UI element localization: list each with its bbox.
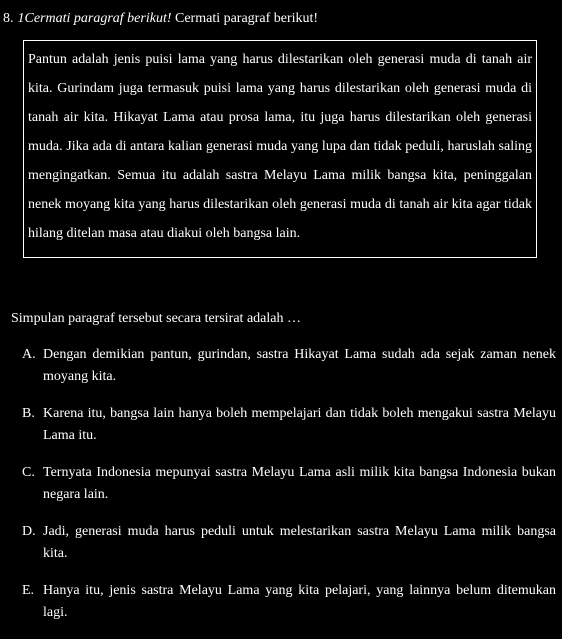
option-text: Hanya itu, jenis sastra Melayu Lama yang kita pelajari, yang lainnya belum ditemukan lagi.: [43, 583, 556, 620]
option-e[interactable]: [22, 580, 556, 624]
option-letter: D.: [22, 524, 36, 539]
question-header: [3, 10, 318, 28]
option-text: Ternyata Indonesia mepunyai sastra Melayu Lama asli milik kita bangsa Indonesia bukan negara lain.: [43, 465, 556, 502]
answer-options: [22, 344, 556, 639]
question-number: 8.: [3, 11, 14, 26]
option-d[interactable]: [22, 521, 556, 565]
question-instruction-italic: 1Cermati paragraf berikut!: [17, 11, 172, 26]
passage-text: Pantun adalah jenis puisi lama yang harus dilestarikan oleh generasi muda di tanah air kita. Gurindam juga termasuk puisi lama yang harus dilestarikan oleh generasi muda di tanah air kita. Hikayat Lama atau prosa lama, itu juga harus dilestarikan oleh generasi muda. Jika ada di antara kalian generasi muda yang lupa dan tidak peduli, haruslah saling mengingatkan. Semua itu adalah sastra Melayu Lama milik bangsa kita, peninggalan nenek moyang kita yang harus dilestarikan oleh generasi muda di tanah air kita agar tidak hilang ditelan masa atau diakui oleh bangsa lain.: [28, 52, 532, 241]
option-text: Dengan demikian pantun, gurindan, sastra Hikayat Lama sudah ada sejak zaman nenek moyang kita.: [43, 347, 556, 384]
option-a[interactable]: [22, 344, 556, 388]
option-letter: A.: [22, 347, 36, 362]
passage-box: [23, 40, 537, 258]
option-text: Karena itu, bangsa lain hanya boleh mempelajari dan tidak boleh mengakui sastra Melayu Lama itu.: [43, 406, 556, 443]
option-c[interactable]: [22, 462, 556, 506]
option-text: Jadi, generasi muda harus peduli untuk melestarikan sastra Melayu Lama milik bangsa kita.: [43, 524, 556, 561]
question-stem: Simpulan paragraf tersebut secara tersirat adalah …: [11, 311, 301, 326]
option-b[interactable]: [22, 403, 556, 447]
option-letter: B.: [22, 406, 35, 421]
question-instruction: Cermati paragraf berikut!: [175, 11, 319, 26]
option-letter: C.: [22, 465, 35, 480]
option-letter: E.: [22, 583, 35, 598]
